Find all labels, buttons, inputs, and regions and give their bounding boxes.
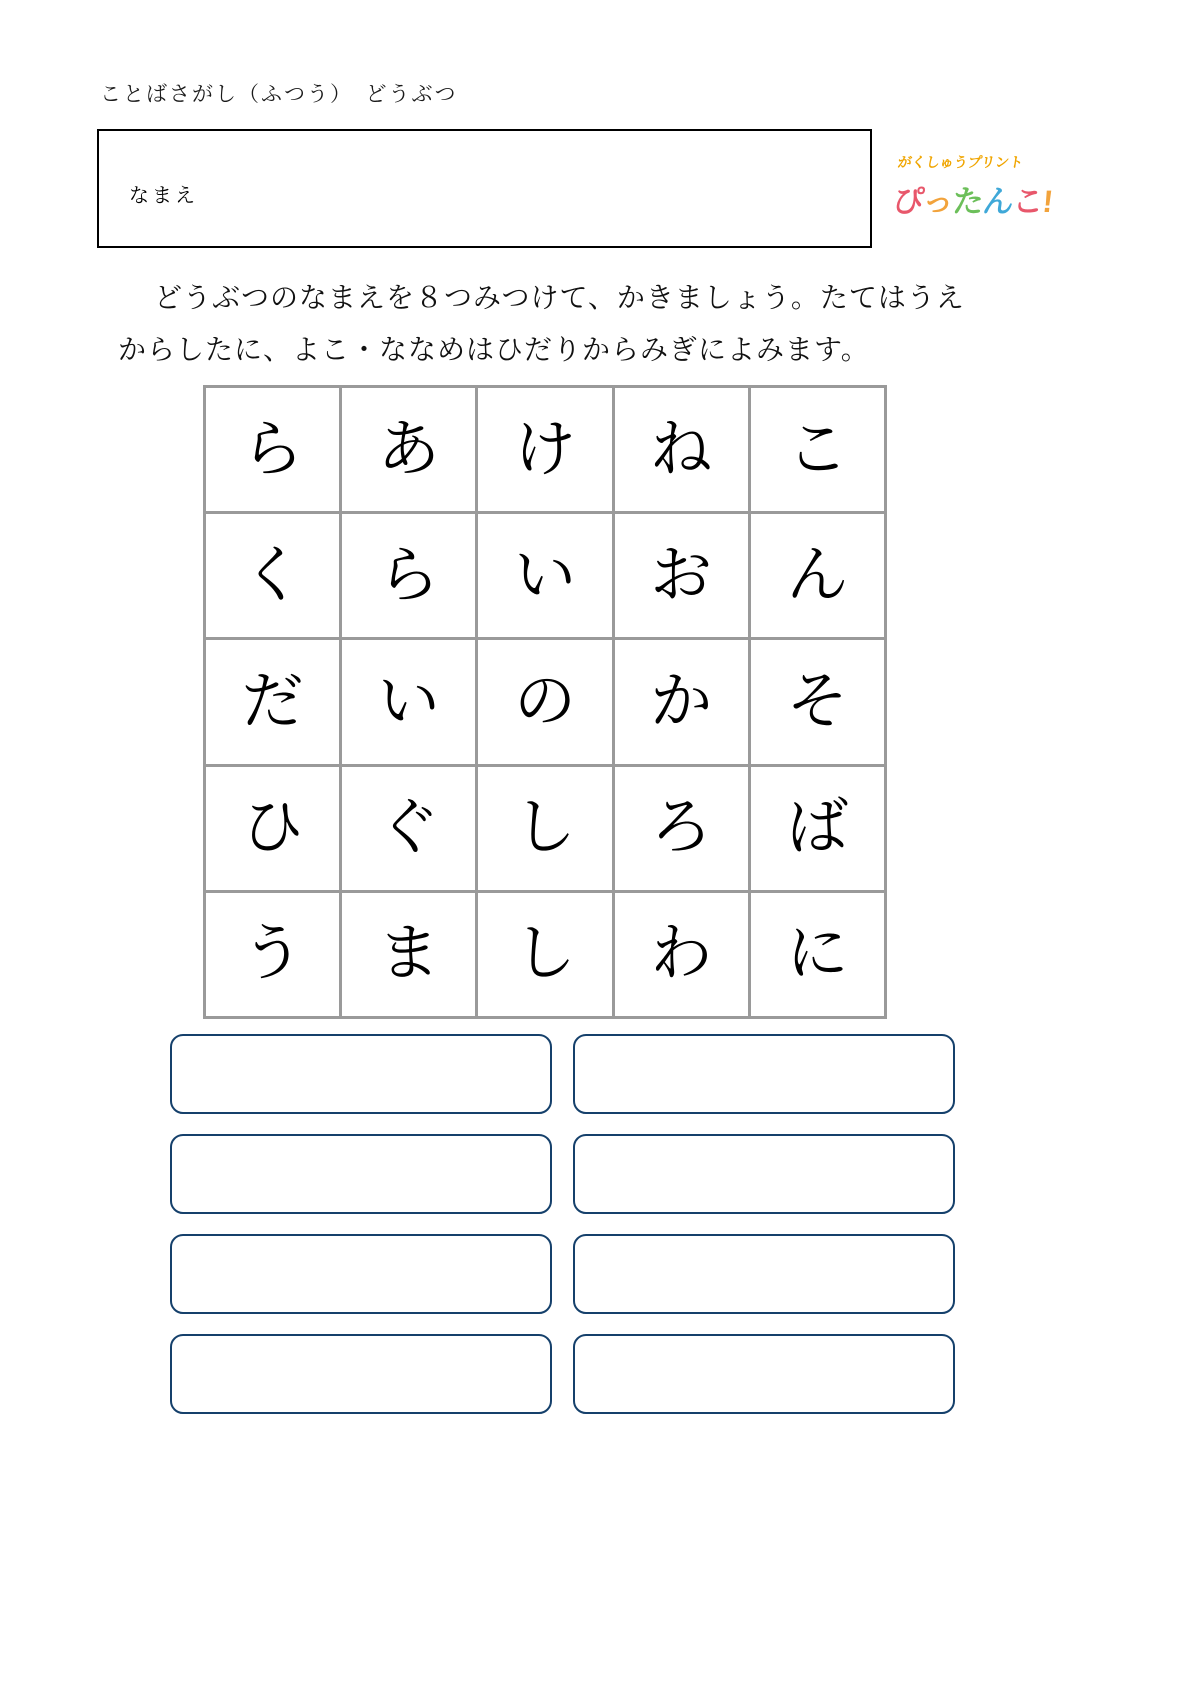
grid-cell[interactable]: わ [615,893,751,1019]
grid-cell[interactable]: ら [206,388,342,514]
logo-char-2: っ [920,184,955,219]
grid-cell[interactable]: お [615,514,751,640]
grid-cell[interactable]: の [478,640,614,766]
word-search-grid [203,385,887,1019]
logo-char-4: ん [980,184,1015,219]
grid-cell[interactable]: け [478,388,614,514]
logo-char-1: ぴ [890,184,925,219]
grid-cell[interactable]: だ [206,640,342,766]
grid-cell[interactable]: ろ [615,767,751,893]
grid-cell[interactable]: し [478,767,614,893]
instructions-text [118,272,1078,376]
name-label: なまえ [129,185,198,207]
instructions-line-1: どうぶつのなまえを８つみつけて、かきましょう。たてはうえ [154,282,965,313]
brand-logo [890,152,1054,224]
grid-cell[interactable]: し [478,893,614,1019]
answer-box[interactable] [170,1334,552,1414]
answer-box[interactable] [170,1234,552,1314]
logo-char-5: こ [1010,184,1045,219]
answer-box[interactable] [573,1034,955,1114]
grid-cell[interactable]: ね [615,388,751,514]
logo-wordmark [890,176,1054,221]
grid-cell[interactable]: か [615,640,751,766]
grid-cell[interactable]: ら [342,514,478,640]
answer-box[interactable] [170,1134,552,1214]
grid-cell[interactable]: う [206,893,342,1019]
answer-box[interactable] [573,1234,955,1314]
page-title: ことばさがし（ふつう） どうぶつ [100,83,458,106]
logo-char-6: ! [1040,184,1054,219]
logo-tagline: がくしゅうプリント [896,154,1025,170]
grid-cell[interactable]: に [751,893,887,1019]
answer-box[interactable] [573,1334,955,1414]
grid-cell[interactable]: ひ [206,767,342,893]
grid-cell[interactable]: ぐ [342,767,478,893]
grid-cell[interactable]: こ [751,388,887,514]
grid-cell[interactable]: ば [751,767,887,893]
instructions-line-2: からしたに、よこ・ななめはひだりからみぎによみます。 [118,334,870,365]
logo-char-3: た [950,184,985,219]
grid-cell[interactable]: ま [342,893,478,1019]
answer-box[interactable] [573,1134,955,1214]
grid-cell[interactable]: そ [751,640,887,766]
grid-cell[interactable]: い [342,640,478,766]
name-field-box[interactable] [97,129,872,248]
grid-cell[interactable]: く [206,514,342,640]
grid-cell[interactable]: ん [751,514,887,640]
answer-box[interactable] [170,1034,552,1114]
grid-cell[interactable]: い [478,514,614,640]
answer-boxes [170,1034,955,1414]
grid-cell[interactable]: あ [342,388,478,514]
